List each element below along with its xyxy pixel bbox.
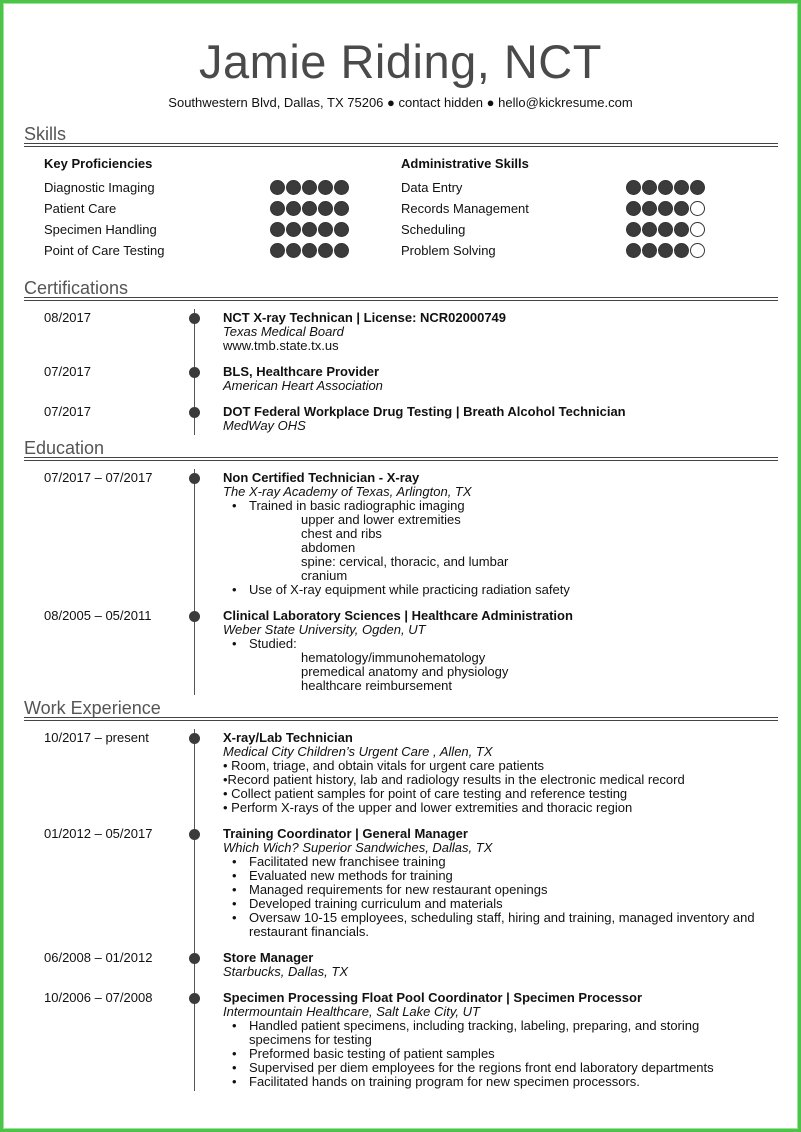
entry-details: [223, 759, 763, 815]
timeline-entry: [223, 365, 763, 393]
skill-dot-icon: [302, 222, 317, 237]
detail-item: • Facilitated new franchisee training: [223, 855, 763, 869]
skill-dot-icon: [334, 180, 349, 195]
skill-name: Problem Solving: [401, 243, 496, 258]
detail-item: • Perform X-rays of the upper and lower extremities and thoracic region: [223, 800, 633, 815]
entry-title: BLS, Healthcare Provider: [223, 364, 380, 379]
skill-level-dots: [626, 222, 705, 237]
entry-date: 07/2017: [44, 404, 91, 419]
skills-left-heading: Key Proficiencies: [44, 156, 153, 171]
skill-dot-icon: [690, 243, 705, 258]
entry-details: [223, 855, 763, 939]
skill-dot-icon: [674, 180, 689, 195]
timeline-entry: [223, 311, 763, 353]
entry-title: Clinical Laboratory Sciences | Healthcare Administration: [223, 608, 573, 623]
skill-level-dots: [626, 243, 705, 258]
section-rule: [24, 143, 778, 147]
detail-item: abdomen: [301, 540, 356, 555]
skill-row: [401, 201, 706, 217]
detail-item: • Oversaw 10-15 employees, scheduling staff, hiring and training, managed inventory and restaurant financials.: [223, 911, 763, 939]
skill-dot-icon: [302, 243, 317, 258]
skill-dot-icon: [658, 222, 673, 237]
skill-row: [401, 180, 706, 196]
entry-date: 08/2017: [44, 310, 91, 325]
section-title-skills: Skills: [24, 124, 67, 144]
skill-dot-icon: [626, 243, 641, 258]
skill-dot-icon: [286, 180, 301, 195]
skill-dot-icon: [658, 201, 673, 216]
timeline-entry: [223, 731, 763, 815]
entry-date: 08/2005 – 05/2011: [44, 608, 152, 623]
entry-title: Store Manager: [223, 950, 314, 965]
skills-right-heading: Administrative Skills: [401, 156, 529, 171]
skill-row: [44, 222, 350, 238]
skill-level-dots: [270, 180, 349, 195]
entry-date: 07/2017: [44, 364, 91, 379]
entry-details: [223, 637, 763, 693]
timeline-entry: [223, 609, 763, 693]
skill-dot-icon: [302, 180, 317, 195]
timeline-entry: [223, 471, 763, 597]
skill-level-dots: [626, 201, 705, 216]
entry-date: 06/2008 – 01/2012: [44, 950, 153, 965]
detail-item: premedical anatomy and physiology: [301, 664, 509, 679]
entry-organization: Texas Medical Board: [223, 324, 344, 339]
detail-item: • Supervised per diem employees for the regions front end laboratory departments: [223, 1061, 763, 1075]
skill-level-dots: [270, 201, 349, 216]
timeline-dot-icon: [189, 313, 200, 324]
skill-dot-icon: [674, 222, 689, 237]
entry-title: NCT X-ray Technican | License: NCR02000749: [223, 310, 507, 325]
skill-row: [44, 180, 350, 196]
timeline-entry: [223, 405, 763, 433]
entry-date: 10/2006 – 07/2008: [44, 990, 153, 1005]
detail-item: • Collect patient samples for point of care testing and reference testing: [223, 786, 628, 801]
skill-level-dots: [270, 243, 349, 258]
entry-details: [223, 499, 763, 597]
skill-name: Patient Care: [44, 201, 117, 216]
detail-item: •Record patient history, lab and radiology results in the electronic medical record: [223, 772, 685, 787]
timeline-line: [194, 469, 195, 695]
skill-dot-icon: [286, 243, 301, 258]
entry-date: 01/2012 – 05/2017: [44, 826, 153, 841]
candidate-name: Jamie Riding, NCT: [199, 35, 602, 88]
skill-dot-icon: [318, 180, 333, 195]
entry-organization: Starbucks, Dallas, TX: [223, 964, 348, 979]
detail-item: • Evaluated new methods for training: [223, 869, 763, 883]
contact-line: Southwestern Blvd, Dallas, TX 75206 ● contact hidden ● hello@kickresume.com: [168, 95, 633, 110]
timeline-dot-icon: [189, 953, 200, 964]
skill-dot-icon: [642, 201, 657, 216]
skill-dot-icon: [658, 180, 673, 195]
skill-dot-icon: [334, 243, 349, 258]
entry-organization: American Heart Association: [223, 378, 383, 393]
skill-dot-icon: [690, 222, 705, 237]
skill-level-dots: [626, 180, 705, 195]
detail-item: • Trained in basic radiographic imaging: [223, 499, 763, 513]
skill-dot-icon: [318, 201, 333, 216]
skill-name: Data Entry: [401, 180, 463, 195]
skill-row: [44, 201, 350, 217]
entry-details: [223, 1019, 763, 1089]
timeline-entry: [223, 991, 763, 1089]
skill-dot-icon: [270, 201, 285, 216]
section-rule: [24, 717, 778, 721]
skill-dot-icon: [334, 201, 349, 216]
skill-dot-icon: [626, 201, 641, 216]
timeline-dot-icon: [189, 829, 200, 840]
entry-organization: Intermountain Healthcare, Salt Lake City, UT: [223, 1004, 480, 1019]
entry-organization: Which Wich? Superior Sandwiches, Dallas, TX: [223, 840, 493, 855]
timeline-entry: [223, 827, 763, 939]
timeline-dot-icon: [189, 611, 200, 622]
skill-dot-icon: [270, 180, 285, 195]
section-title-work: Work Experience: [24, 698, 161, 718]
timeline-dot-icon: [189, 733, 200, 744]
entry-title: Non Certified Technician - X-ray: [223, 470, 420, 485]
skill-dot-icon: [626, 222, 641, 237]
section-title-education: Education: [24, 438, 105, 458]
timeline-dot-icon: [189, 473, 200, 484]
entry-link: www.tmb.state.tx.us: [223, 338, 339, 353]
skill-dot-icon: [302, 201, 317, 216]
timeline-entry: [223, 951, 763, 979]
detail-item: upper and lower extremities: [301, 512, 461, 527]
timeline-line: [194, 729, 195, 1091]
timeline-dot-icon: [189, 407, 200, 418]
skill-row: [401, 222, 706, 238]
detail-item: • Developed training curriculum and materials: [223, 897, 763, 911]
skill-dot-icon: [642, 180, 657, 195]
skill-dot-icon: [674, 243, 689, 258]
entry-organization: MedWay OHS: [223, 418, 306, 433]
detail-item: • Use of X-ray equipment while practicing radiation safety: [223, 583, 763, 597]
skill-dot-icon: [690, 201, 705, 216]
entry-date: 10/2017 – present: [44, 730, 149, 745]
skill-dot-icon: [270, 243, 285, 258]
skill-dot-icon: [658, 243, 673, 258]
entry-organization: Weber State University, Ogden, UT: [223, 622, 426, 637]
entry-organization: Medical City Children’s Urgent Care , Allen, TX: [223, 744, 493, 759]
entry-title: DOT Federal Workplace Drug Testing | Breath Alcohol Technician: [223, 404, 626, 419]
skill-dot-icon: [674, 201, 689, 216]
entry-title: X-ray/Lab Technician: [223, 730, 353, 745]
skill-dot-icon: [286, 201, 301, 216]
detail-item: healthcare reimbursement: [301, 678, 453, 693]
detail-item: • Preformed basic testing of patient samples: [223, 1047, 763, 1061]
detail-item: • Handled patient specimens, including tracking, labeling, preparing, and storing specimens for testing: [223, 1019, 763, 1047]
skill-dot-icon: [690, 180, 705, 195]
skill-name: Records Management: [401, 201, 529, 216]
detail-item: • Room, triage, and obtain vitals for urgent care patients: [223, 758, 545, 773]
section-rule: [24, 457, 778, 461]
skill-dot-icon: [318, 222, 333, 237]
detail-item: hematology/immunohematology: [301, 650, 486, 665]
section-rule: [24, 297, 778, 301]
skill-name: Specimen Handling: [44, 222, 157, 237]
skill-level-dots: [270, 222, 349, 237]
skill-dot-icon: [642, 243, 657, 258]
detail-item: • Studied:: [223, 637, 763, 651]
skill-name: Diagnostic Imaging: [44, 180, 155, 195]
skill-row: [401, 243, 706, 259]
entry-title: Specimen Processing Float Pool Coordinator | Specimen Processor: [223, 990, 643, 1005]
skill-dot-icon: [642, 222, 657, 237]
skill-name: Point of Care Testing: [44, 243, 165, 258]
detail-item: spine: cervical, thoracic, and lumbar: [301, 554, 509, 569]
entry-date: 07/2017 – 07/2017: [44, 470, 153, 485]
skill-row: [44, 243, 350, 259]
skill-dot-icon: [334, 222, 349, 237]
skill-name: Scheduling: [401, 222, 466, 237]
skill-dot-icon: [286, 222, 301, 237]
detail-item: • Facilitated hands on training program for new specimen processors.: [223, 1075, 763, 1089]
detail-item: cranium: [301, 568, 348, 583]
skill-dot-icon: [626, 180, 641, 195]
timeline-dot-icon: [189, 367, 200, 378]
detail-item: • Managed requirements for new restaurant openings: [223, 883, 763, 897]
entry-organization: The X-ray Academy of Texas, Arlington, TX: [223, 484, 472, 499]
detail-item: chest and ribs: [301, 526, 382, 541]
skill-dot-icon: [270, 222, 285, 237]
timeline-dot-icon: [189, 993, 200, 1004]
section-title-certifications: Certifications: [24, 278, 129, 298]
skill-dot-icon: [318, 243, 333, 258]
entry-title: Training Coordinator | General Manager: [223, 826, 468, 841]
